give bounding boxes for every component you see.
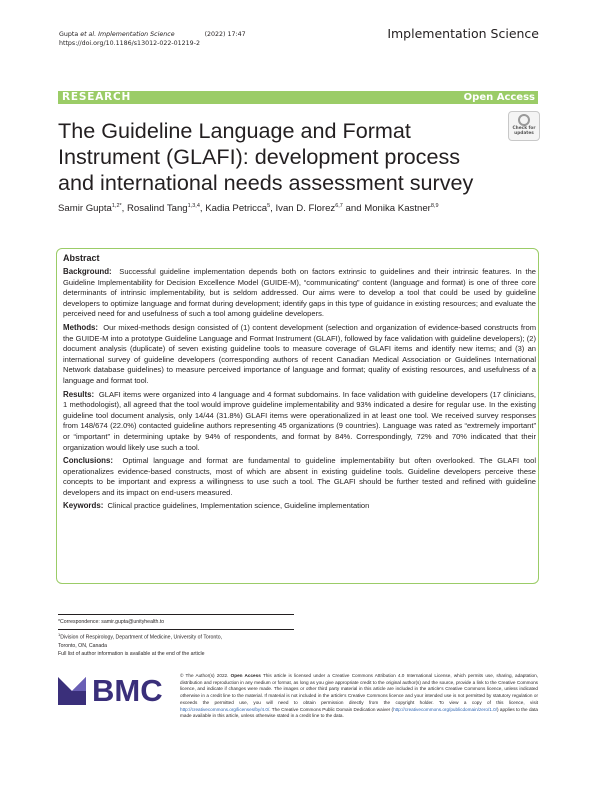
background-label: Background: — [63, 267, 112, 276]
results-text: GLAFI items were organized into 4 language and 4 format subdomains. In face validation with guideline developers (17 clinicians, 1 methodologist), all agreed that the tool would improve guideline implementability and 93% indicated a desire for regular use. In the existing guideline tool document analysis, only 14/44 (31.8%) GLAFI items were operationalized in at least one tool. We received survey responses from 148/674 (22.0%) contacted guideline authors representing 45 organizations (9 countries). Language was rated as “extremely important” or “important” in determining uptake by 94% of respondents, and format by 84%. Correspondingly, 72% and 70% indicated that their organization would likely use such a tool. — [63, 389, 536, 452]
citation-line — [59, 30, 246, 39]
license-statement — [180, 673, 538, 720]
methods-text: Our mixed-methods design consisted of (1) content development (selection and organization of evidence-based constructs from the GUIDE-M into a prototype Guideline Language and Format Instrument (GLAFI), followed by face validation with guideline developers); (2) document analysis (duplicate) of seven existing guideline tools to measure coverage of GLAFI items and identify new items; and (3) an international survey of guideline developers (corresponding authors of recent Canadian Medical Association or Guidelines International Network database guidelines) to measure perceived importance of language and format; quality of existing resources, and usefulness of a language and format tool. — [63, 322, 536, 385]
author-affiliation-sup: 8,9 — [430, 203, 439, 209]
abstract-keywords — [63, 501, 536, 512]
author-affiliation-sup: 1,2* — [111, 203, 122, 209]
check-updates-line2: updates — [514, 131, 534, 136]
journal-name: Implementation Science — [387, 26, 539, 41]
open-access-badge: Open Access — [230, 673, 261, 678]
doi-link[interactable]: https://doi.org/10.1186/s13012-022-01219-2 — [59, 40, 200, 47]
affiliation-line: Toronto, ON, Canada — [58, 642, 108, 649]
public-domain-link[interactable]: http://creativecommons.org/publicdomain/zero/1.0/ — [393, 706, 498, 712]
author-separator: , — [121, 203, 127, 214]
background-text: Successful guideline implementation depends both on factors extrinsic to guidelines and their intrinsic features. In the Guideline Implementability for Decision Excellence Model (GUIDE-M), “communicating” content (language and format) is one of three core determinants of intrinsic implementability, but is seldom addressed. Our aims were to develop a tool that could be used by guideline developers to optimize language and format during development; identify gaps in this type of guidance in existing resources; and evaluate the perceived need for and usefulness of such a tool among guideline developers. — [63, 267, 536, 319]
article-type-label: RESEARCH — [62, 91, 132, 103]
article-title: The Guideline Language and Format Instrument (GLAFI): development process and international needs assessment survey — [58, 118, 474, 195]
abstract-body — [63, 267, 536, 515]
author-separator: , — [199, 203, 206, 214]
correspondence-note[interactable]: *Correspondence: samir.gupta@unityhealth.to — [58, 619, 165, 625]
author-name[interactable]: Ivan D. Florez — [275, 203, 336, 214]
author-name[interactable]: Kadia Petricca — [205, 203, 268, 214]
bmc-logo — [58, 671, 178, 705]
author-affiliation-sup: 1,3,4 — [187, 203, 200, 209]
copyright-text: © The Author(s) 2022. — [180, 673, 229, 678]
affiliation-sup: 1 — [58, 632, 61, 637]
author-name[interactable]: Samir Gupta — [58, 203, 112, 214]
keywords-label: Keywords: — [63, 501, 104, 511]
author-separator: and — [342, 203, 365, 214]
bmc-logo-text: BMC — [92, 673, 163, 705]
abstract-conclusions — [63, 456, 536, 498]
conclusions-text: Optimal language and format are fundamental to guideline implementability but often overlooked. The GLAFI tool operationalizes evidence-based constructs, most of which are absent in existing guideline tools. Guideline developers perceive these concepts to be important and express a willingness to use such a tool. The GLAFI should be further tested and refined with guideline developers and its impact on end-users measured. — [63, 456, 536, 497]
affiliation-note — [58, 631, 222, 658]
abstract-heading: Abstract — [63, 253, 100, 263]
author-affiliation-sup: 6,7 — [335, 203, 343, 209]
methods-label: Methods: — [63, 322, 99, 332]
author-separator: , — [270, 203, 276, 214]
open-access-label: Open Access — [463, 92, 535, 103]
abstract-results — [63, 390, 536, 454]
conclusions-label: Conclusions: — [63, 456, 113, 466]
running-header — [59, 30, 246, 48]
license-text: . The Creative Commons Public Domain Dedication waiver ( — [269, 706, 394, 712]
keywords-text: Clinical practice guidelines, Implementation science, Guideline implementation — [107, 501, 370, 511]
footnote-divider — [58, 614, 294, 615]
author-name[interactable]: Monika Kastner — [364, 203, 431, 214]
affiliation-line — [58, 631, 222, 642]
citation-year: (2022) 17:47 — [204, 31, 246, 38]
abstract-background — [63, 267, 536, 320]
license-text: This article is licensed under a Creative Commons Attribution 4.0 International License, which permits use, sharing, adaptation, distribution and reproduction in any medium or format, as long as you give appropriate credit to the original author(s) and the source, provide a link to the Creative Commons licence, and indicate if changes were made. The images or other third party material in this article are included in the article’s Creative Commons licence, unless indicated otherwise in a credit line to the material. If material is not included in the article’s Creative Commons licence and your intended use is not permitted by statutory regulation or exceeds the permitted use, you will need to obtain permission directly from the copyright holder. To view a copy of this licence, visit — [180, 673, 539, 705]
full-list-note: Full list of author information is available at the end of the article — [58, 650, 205, 657]
affiliation-text: Division of Respirology, Department of Medicine, University of Toronto, — [60, 634, 223, 641]
license-link[interactable]: http://creativecommons.org/licenses/by/4.0/ — [180, 706, 270, 712]
author-affiliation-sup: 5 — [267, 203, 271, 209]
abstract-methods — [63, 323, 536, 387]
results-label: Results: — [63, 389, 95, 399]
citation-author: Gupta — [59, 31, 79, 38]
check-updates-line1: Check for — [512, 126, 536, 131]
author-list — [58, 203, 439, 214]
author-name[interactable]: Rosalind Tang — [127, 203, 188, 214]
footnote-divider — [58, 629, 294, 630]
check-updates-icon — [518, 114, 530, 126]
check-for-updates-button[interactable] — [508, 111, 540, 141]
license-text: ) applies to the data made available in this article, unless otherwise stated in a credit line to the data. — [180, 706, 538, 719]
citation-journal: et al. Implementation Science — [78, 31, 175, 38]
